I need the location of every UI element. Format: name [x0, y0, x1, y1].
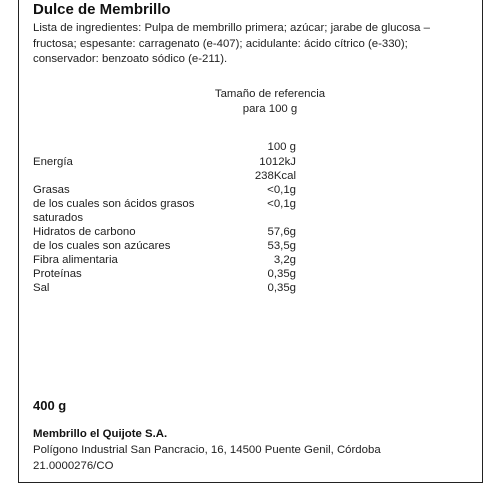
fibre-label: Fibra alimentaria: [33, 254, 118, 266]
saturates-label: de los cuales son ácidos grasos: [33, 198, 195, 210]
reference-size-label: Tamaño de referencia: [214, 88, 326, 100]
net-weight: 400 g: [33, 398, 67, 413]
fat-value: <0,1g: [267, 184, 296, 196]
company-address: Polígono Industrial San Pancracio, 16, 14500 Puente Genil, Córdoba: [33, 444, 381, 456]
carbs-value: 57,6g: [267, 226, 296, 238]
reference-size-value: para 100 g: [242, 103, 298, 115]
sugars-label: de los cuales son azúcares: [33, 240, 171, 252]
protein-value: 0,35g: [267, 268, 296, 280]
protein-label: Proteínas: [33, 268, 82, 280]
fat-label: Grasas: [33, 184, 70, 196]
saturates-value: <0,1g: [267, 198, 296, 210]
energy-label: Energía: [33, 156, 73, 168]
saturates-label-cont: saturados: [33, 212, 84, 224]
carbs-label: Hidratos de carbono: [33, 226, 136, 238]
salt-value: 0,35g: [267, 282, 296, 294]
column-header-100g: 100 g: [267, 141, 296, 153]
energy-kcal-value: 238Kcal: [254, 170, 296, 182]
sugars-value: 53,5g: [267, 240, 296, 252]
registry-number: 21.0000276/CO: [33, 460, 114, 472]
energy-kj-value: 1012kJ: [259, 156, 296, 168]
ingredients-list: Lista de ingredientes: Pulpa de membrillo primera; azúcar; jarabe de glucosa – fructosa; espesante: carragenato (e-407); acidulante: ácido cítrico (e-330); conservador: benzoato sódico (e-211).: [33, 22, 430, 65]
product-title: Dulce de Membrillo: [33, 1, 171, 18]
salt-label: Sal: [33, 282, 50, 294]
fibre-value: 3,2g: [273, 254, 296, 266]
company-name: Membrillo el Quijote S.A.: [33, 428, 168, 440]
